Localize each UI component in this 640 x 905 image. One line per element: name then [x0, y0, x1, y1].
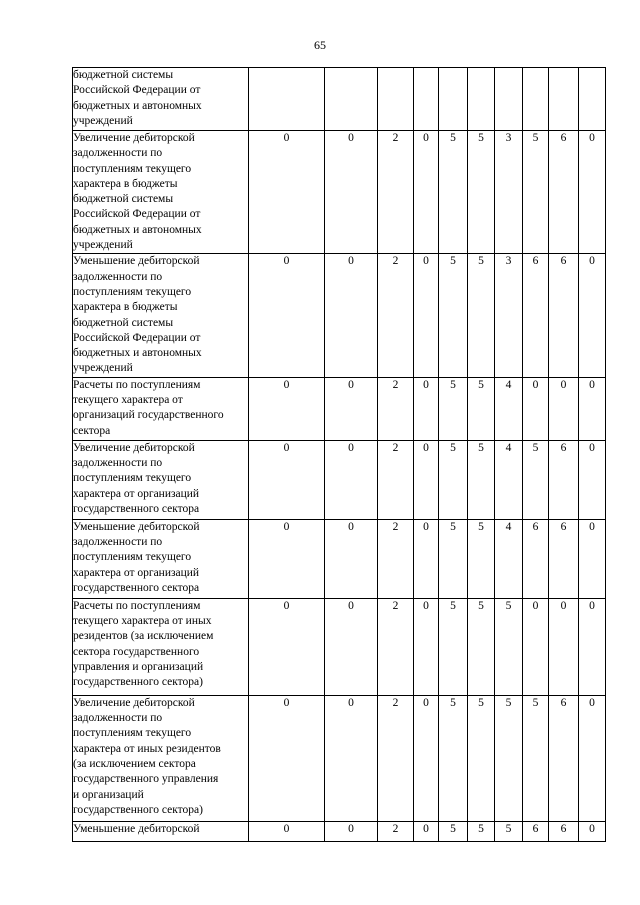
account-description — [73, 821, 249, 841]
code-digit-cell: 0 — [249, 440, 325, 519]
account-description — [73, 68, 249, 131]
description-line: характера от организаций — [73, 566, 200, 579]
code-digit-cell: 2 — [378, 440, 414, 519]
code-digit-cell: 2 — [378, 821, 414, 841]
description-line: Уменьшение дебиторской — [73, 520, 200, 533]
code-digit-cell: 2 — [378, 377, 414, 440]
description-line: характера от организаций — [73, 487, 200, 500]
account-description — [73, 440, 249, 519]
code-digit-cell: 5 — [468, 519, 495, 598]
code-digit-cell: 0 — [325, 598, 378, 695]
code-digit-cell: 5 — [495, 695, 523, 821]
table-row — [73, 254, 606, 377]
description-line: учреждений — [73, 239, 133, 252]
code-digit-cell: 0 — [579, 377, 606, 440]
code-digit-cell: 0 — [249, 254, 325, 377]
description-line: (за исключением сектора — [73, 757, 196, 770]
description-line: текущего характера от — [73, 394, 183, 407]
code-digit-cell: 0 — [579, 254, 606, 377]
table-row — [73, 598, 606, 695]
code-digit-cell: 0 — [579, 695, 606, 821]
description-line: резидентов (за исключением — [73, 630, 214, 643]
code-digit-cell: 5 — [468, 254, 495, 377]
code-digit-cell: 0 — [414, 519, 439, 598]
code-digit-cell: 0 — [579, 440, 606, 519]
description-line: характера от иных резидентов — [73, 742, 221, 755]
description-line: государственного сектора) — [73, 803, 203, 816]
code-digit-cell: 6 — [549, 695, 579, 821]
account-description — [73, 695, 249, 821]
code-digit-cell: 0 — [325, 821, 378, 841]
account-description — [73, 131, 249, 254]
table-row — [73, 440, 606, 519]
code-digit-cell — [439, 68, 468, 131]
code-digit-cell: 5 — [468, 695, 495, 821]
description-line: сектора — [73, 424, 111, 437]
description-line: государственного сектора — [73, 502, 200, 515]
description-line: Увеличение дебиторской — [73, 441, 195, 454]
description-line: характера в бюджеты — [73, 301, 178, 314]
code-digit-cell: 5 — [495, 598, 523, 695]
description-line: бюджетной системы — [73, 316, 174, 329]
code-digit-cell: 5 — [439, 131, 468, 254]
description-line: Расчеты по поступлениям — [73, 378, 201, 391]
table-row — [73, 131, 606, 254]
code-digit-cell: 0 — [414, 254, 439, 377]
code-digit-cell: 5 — [439, 377, 468, 440]
code-digit-cell: 0 — [249, 598, 325, 695]
code-digit-cell: 5 — [468, 598, 495, 695]
description-line: задолженности по — [73, 712, 163, 725]
description-line: задолженности по — [73, 147, 163, 160]
account-description — [73, 598, 249, 695]
description-line: Увеличение дебиторской — [73, 132, 195, 144]
code-digit-cell: 0 — [579, 598, 606, 695]
code-digit-cell: 4 — [495, 519, 523, 598]
code-digit-cell: 0 — [549, 377, 579, 440]
code-digit-cell — [495, 68, 523, 131]
description-line: Уменьшение дебиторской — [73, 822, 200, 835]
description-line: бюджетных и автономных — [73, 347, 202, 360]
description-line: задолженности по — [73, 270, 163, 283]
table-row — [73, 68, 606, 131]
code-digit-cell: 2 — [378, 695, 414, 821]
description-line: и организаций — [73, 788, 144, 801]
table-row — [73, 695, 606, 821]
code-digit-cell: 5 — [439, 519, 468, 598]
description-line: государственного сектора) — [73, 676, 203, 689]
code-digit-cell: 0 — [325, 254, 378, 377]
code-digit-cell: 0 — [249, 695, 325, 821]
description-line: Расчеты по поступлениям — [73, 599, 201, 612]
code-digit-cell: 0 — [249, 519, 325, 598]
description-line: бюджетных и автономных — [73, 223, 202, 236]
account-codes-table — [72, 67, 606, 842]
code-digit-cell: 2 — [378, 519, 414, 598]
code-digit-cell — [325, 68, 378, 131]
code-digit-cell: 0 — [325, 519, 378, 598]
code-digit-cell: 6 — [523, 254, 549, 377]
code-digit-cell — [523, 68, 549, 131]
code-digit-cell: 4 — [495, 377, 523, 440]
code-digit-cell: 0 — [249, 821, 325, 841]
code-digit-cell: 2 — [378, 598, 414, 695]
description-line: организаций государственного — [73, 409, 224, 422]
code-digit-cell: 0 — [579, 131, 606, 254]
description-line: управления и организаций — [73, 660, 204, 673]
description-line: поступлениям текущего — [73, 727, 192, 740]
code-digit-cell: 0 — [523, 377, 549, 440]
code-digit-cell: 0 — [414, 598, 439, 695]
code-digit-cell: 5 — [523, 131, 549, 254]
description-line: бюджетной системы — [73, 69, 174, 81]
description-line: государственного управления — [73, 773, 219, 786]
code-digit-cell: 0 — [523, 598, 549, 695]
code-digit-cell: 6 — [549, 254, 579, 377]
description-line: учреждений — [73, 114, 133, 127]
description-line: поступлениям текущего — [73, 285, 192, 298]
code-digit-cell: 0 — [579, 519, 606, 598]
description-line: поступлениям текущего — [73, 472, 192, 485]
code-digit-cell: 5 — [439, 254, 468, 377]
account-description — [73, 519, 249, 598]
code-digit-cell: 0 — [325, 440, 378, 519]
code-digit-cell: 5 — [468, 440, 495, 519]
table-row — [73, 821, 606, 841]
code-digit-cell: 6 — [549, 131, 579, 254]
code-digit-cell — [378, 68, 414, 131]
description-line: сектора государственного — [73, 645, 200, 658]
code-digit-cell: 0 — [414, 695, 439, 821]
code-digit-cell: 0 — [414, 440, 439, 519]
code-digit-cell: 5 — [468, 821, 495, 841]
code-digit-cell: 2 — [378, 131, 414, 254]
code-digit-cell: 5 — [439, 440, 468, 519]
code-digit-cell: 0 — [325, 131, 378, 254]
description-line: Российской Федерации от — [73, 331, 201, 344]
description-line: задолженности по — [73, 457, 163, 470]
code-digit-cell: 0 — [249, 377, 325, 440]
code-digit-cell: 0 — [579, 821, 606, 841]
code-digit-cell: 0 — [249, 131, 325, 254]
description-line: бюджетных и автономных — [73, 99, 202, 112]
description-line: поступлениям текущего — [73, 162, 192, 175]
code-digit-cell: 5 — [439, 695, 468, 821]
code-digit-cell: 5 — [523, 695, 549, 821]
description-line: бюджетной системы — [73, 193, 174, 206]
code-digit-cell: 0 — [325, 695, 378, 821]
table-row — [73, 519, 606, 598]
description-line: характера в бюджеты — [73, 177, 178, 190]
code-digit-cell: 5 — [523, 440, 549, 519]
code-digit-cell: 0 — [549, 598, 579, 695]
description-line: Российской Федерации от — [73, 208, 201, 221]
description-line: поступлениям текущего — [73, 551, 192, 564]
description-line: текущего характера от иных — [73, 615, 212, 628]
page-number: 65 — [314, 38, 326, 52]
description-line: учреждений — [73, 362, 133, 375]
account-description — [73, 254, 249, 377]
code-digit-cell: 6 — [523, 519, 549, 598]
code-digit-cell — [579, 68, 606, 131]
description-line: Уменьшение дебиторской — [73, 255, 200, 268]
code-digit-cell: 0 — [414, 131, 439, 254]
code-digit-cell: 5 — [439, 598, 468, 695]
code-digit-cell — [249, 68, 325, 131]
code-digit-cell — [549, 68, 579, 131]
code-digit-cell: 2 — [378, 254, 414, 377]
description-line: Российской Федерации от — [73, 84, 201, 97]
description-line: государственного сектора — [73, 581, 200, 594]
code-digit-cell: 5 — [468, 131, 495, 254]
code-digit-cell: 5 — [439, 821, 468, 841]
description-line: Увеличение дебиторской — [73, 696, 195, 709]
code-digit-cell: 6 — [549, 440, 579, 519]
code-digit-cell: 5 — [495, 821, 523, 841]
code-digit-cell: 6 — [549, 519, 579, 598]
code-digit-cell: 3 — [495, 131, 523, 254]
code-digit-cell: 6 — [549, 821, 579, 841]
code-digit-cell: 5 — [468, 377, 495, 440]
code-digit-cell: 0 — [414, 821, 439, 841]
code-digit-cell: 3 — [495, 254, 523, 377]
code-digit-cell: 6 — [523, 821, 549, 841]
code-digit-cell: 4 — [495, 440, 523, 519]
code-digit-cell: 0 — [414, 377, 439, 440]
code-digit-cell — [468, 68, 495, 131]
description-line: задолженности по — [73, 536, 163, 549]
code-digit-cell — [414, 68, 439, 131]
account-description — [73, 377, 249, 440]
code-digit-cell: 0 — [325, 377, 378, 440]
table-row — [73, 377, 606, 440]
